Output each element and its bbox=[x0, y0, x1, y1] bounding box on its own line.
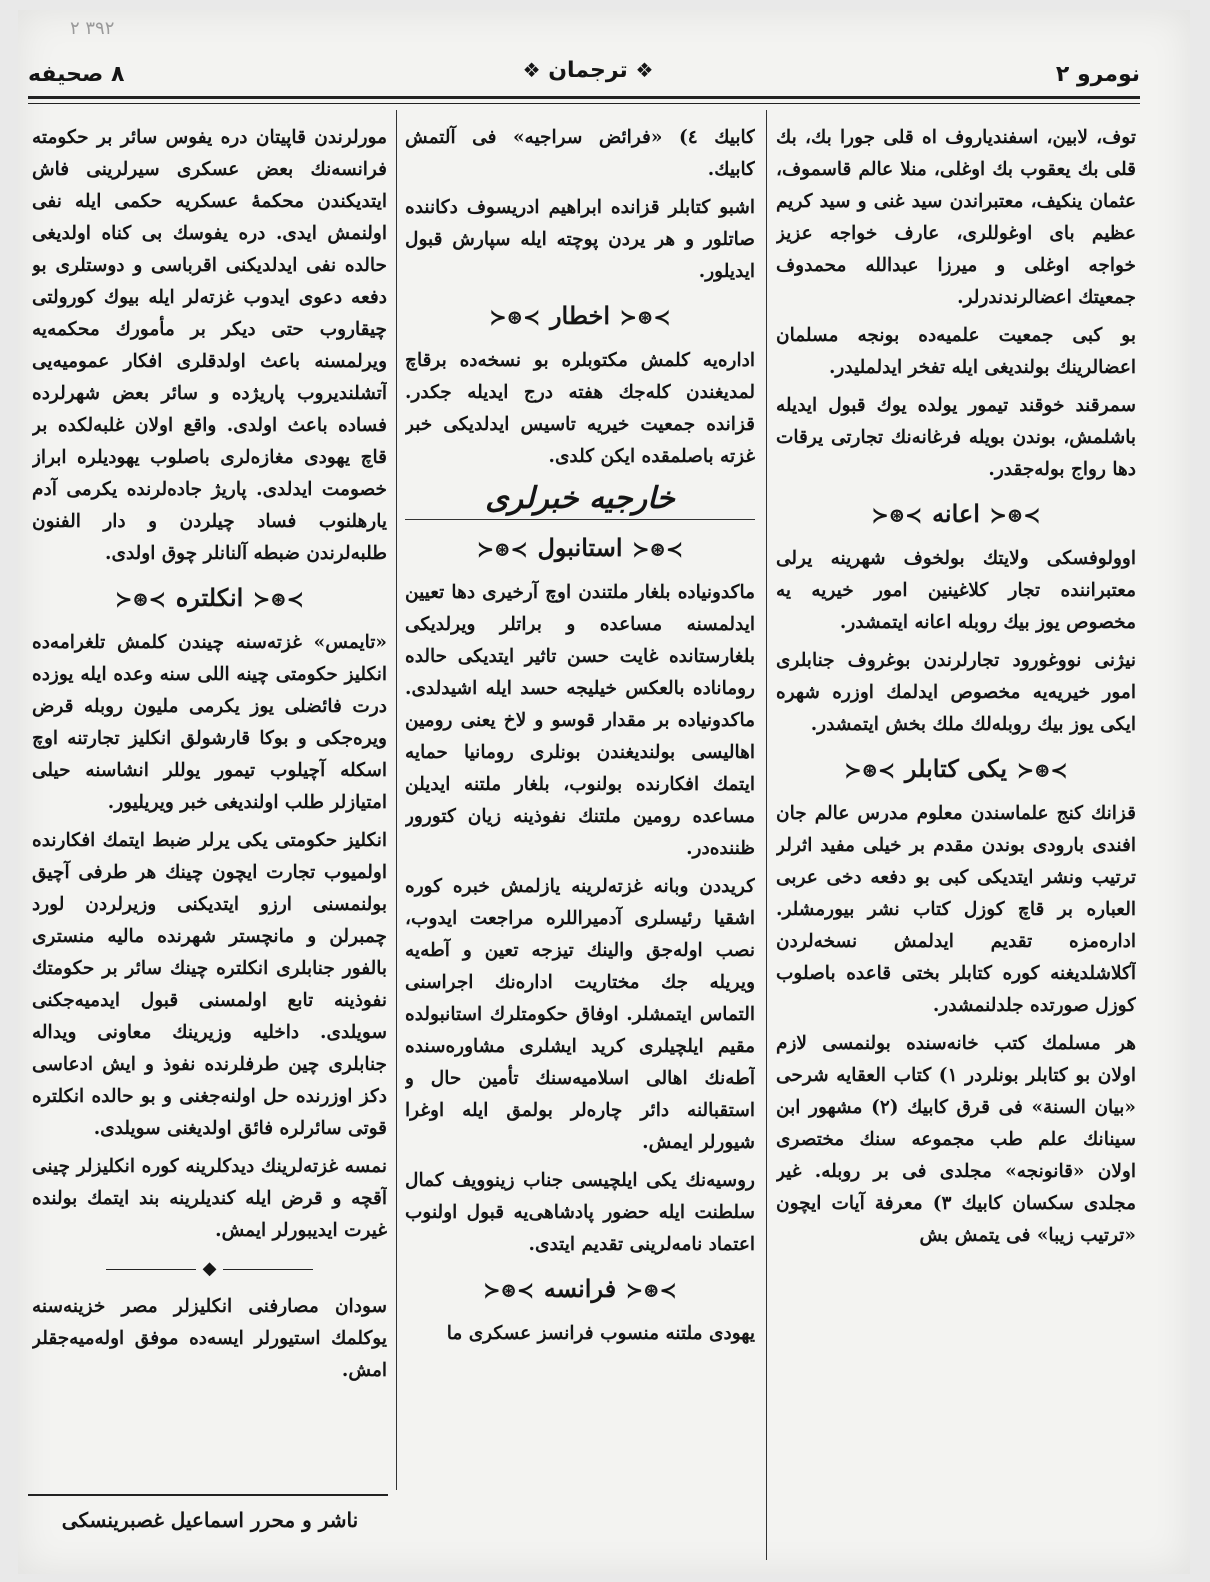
paragraph: نیژنی نووغورود تجارلرندن بوغروف جنابلری امور خیریه‌یه مخصوص ایدلمك اوزره شهره ایکی یوز بیك روبله‌لك ملك بخش ایتمشدر. bbox=[776, 650, 1136, 735]
heading-france: ≻⊛≺فرانسه≻⊛≺ bbox=[483, 1274, 677, 1303]
publisher-line: ناشر و محرر اسماعیل غصبرینسکی bbox=[61, 1508, 359, 1532]
paragraph: نمسه غزته‌لرینك دیدکلرینه کوره انکلیزلر چینی آقچه و قرض ایله کندیلرینه بند ایتمك بولنده غیرت ایدیبورلر ایمش. bbox=[32, 1156, 387, 1241]
paragraph: کریددن وبانه غزته‌لرینه یازلمش خبره کوره اشقیا رئیسلری آدمیراللره مراجعت ایدوب، نصب اوله‌جق والینك تیزجه تعین و آطه‌یه ویریله جك مختاریت اداره‌نك اجراسنی التماس ایتمشلر. اوفاق حکومتلرك استانبولده مقیم ایلچیلری کرید ایشلری مشاوره‌سنده آطه‌نك اهالی اسلامیه‌سنك تأمین حال و استقبالنه دائر چاره‌لر بولمق ایله اوغرا شیورلر ایمش. bbox=[405, 876, 755, 1153]
page-number: ۸ صحیفه bbox=[28, 62, 125, 87]
ornament-icon: ≻⊛≺ bbox=[483, 1278, 534, 1302]
footer-rule bbox=[28, 1494, 388, 1496]
left-column bbox=[32, 122, 387, 1492]
column-divider bbox=[766, 110, 767, 1560]
paragraph: کابیك ٤) «فرائض سراجیه» فی آلتمش کابیك. bbox=[405, 127, 755, 180]
ornament-icon: ≻⊛≺ bbox=[253, 587, 304, 611]
paragraph: یهودی ملتنه منسوب فرانسز عسکری ما bbox=[446, 1323, 755, 1344]
middle-column bbox=[405, 122, 755, 1492]
masthead bbox=[28, 58, 1140, 98]
ornament-icon: ≻⊛≺ bbox=[844, 758, 895, 782]
paragraph: انکلیز حکومتی یکی یرلر ضبط ایتمك افکارنده اولمیوب تجارت ایچون چینك هر طرفی آچیق بولنمسنی ارزو ایتدیکنی وزیرلردن لورد چمبرلن و مانچستر شهرنده مالیه منستری بالفور جنابلری انکلتره چینك سائر بر حکومتك نفوذینه تابع اولمسنی قبول ایدمیه‌جکنی سویلدی. داخلیه وزیرینك معاونی ویداله جنابلری چین طرفلرنده نفوذ و ایش ادعاسی دکز اوزرنده حل اولنه‌جغنی و بو حالده انکلتره قوتی سائرلره فائق اولدیغنی سویلدی. bbox=[32, 830, 387, 1139]
section-divider bbox=[32, 1253, 387, 1285]
ornament-icon: ≻⊛≺ bbox=[1017, 758, 1068, 782]
paragraph: سمرقند خوقند تیمور یولده یوك قبول ایدیله باشلمش، بوندن بویله فرغانه‌نك تجارتی یرقات دها رواج بوله‌جقدر. bbox=[776, 395, 1136, 480]
title-text: ترجمان bbox=[548, 58, 628, 83]
paragraph: ماکدونیاده بلغار ملتندن اوچ آرخیری دها تعیین ایدلمسنه مساعده و براتلر ویرلدیکی بلغارستانده غایت حسن تاثیر ایتدیکی حالده روماناده بالعکس خیلیجه حسد ایله اشیدلدی. ماکدونیاده بر مقدار قوسو و لاخ یعنی رومین اهالیسی بولندیغندن بونلری رومانیا حمایه ایتمك افکارنده بولنوب، بلغار ملتنه ایدیلن مساعده رومین ملتنك نفوذینه زیان کتورور ظننده‌در. bbox=[405, 582, 755, 859]
header-rule-thin bbox=[28, 103, 1140, 104]
heading-new-books: ≻⊛≺یکی کتابلر≻⊛≺ bbox=[844, 754, 1068, 783]
ornament-icon: ≻⊛≺ bbox=[871, 503, 923, 527]
ornament-icon: ≻⊛≺ bbox=[626, 1278, 677, 1302]
heading-england: ≻⊛≺انکلتره≻⊛≺ bbox=[115, 583, 304, 612]
paragraph: توف، لابین، اسفندیاروف اه قلی جورا بك، بك قلی بك یعقوب بك اوغلی، منلا عالم قاسموف، عثمان ینکیف، معتبراندن سید غنی و سید کریم عظیم بای اوغوللری، عارف خواجه عزیز خواجه اوغلی و میرزا عبدالله محمدوف جمعیتك اعضالرندندرلر. bbox=[776, 127, 1136, 308]
corner-mark: ۲ ۳۹۲ bbox=[70, 18, 115, 39]
paragraph: اداره‌یه کلمش مکتوبلره بو نسخه‌ده برقاچ لمدیغندن کله‌جك هفته درج ایدیله جکدر. قزانده جمعیت خیریه تاسیس ایدلدیکی خبر غزته باصلمقده ایکن کلدی. bbox=[405, 350, 755, 467]
issue-number: نومرو ۲ bbox=[1055, 62, 1140, 87]
heading-ianat: ≻⊛≺اعانه≻⊛≺ bbox=[871, 499, 1041, 528]
ornament-icon: ❖ bbox=[522, 58, 541, 82]
ornament-icon: ≻⊛≺ bbox=[989, 503, 1041, 527]
diamond-ornament-icon: ◆ bbox=[202, 1258, 217, 1279]
ornament-icon: ≻⊛≺ bbox=[632, 537, 683, 561]
paragraph: روسیه‌نك یکی ایلچیسی جناب زینوویف کمال سلطنت ایله حضور پادشاهی‌یه قبول اولنوب اعتماد نامه‌لرینی تقدیم ایتدی. bbox=[405, 1170, 755, 1255]
ornament-icon: ≻⊛≺ bbox=[620, 305, 671, 329]
paragraph: بو کبی جمعیت علمیه‌ده بونجه مسلمان اعضالرینك بولندیغی ایله تفخر ایدلملیدر. bbox=[776, 325, 1136, 378]
ornament-icon: ❖ bbox=[635, 58, 654, 82]
ornament-icon: ≻⊛≺ bbox=[115, 587, 166, 611]
paragraph: هر مسلمك کتب خانه‌سنده بولنمسی لازم اولان بو کتابلر بونلردر ۱) کتاب العقایه شرحی «بیان السنة» فی قرق کابیك (۲) مشهور ابن سینانك علم طب مجموعه سنك مختصری اولان «قانونجه» مجلدی فی بر روبله. غیر مجلدی سکسان کابیك ۳) معرفة آیات ایچون «ترتیب زیبا» فی یتمش بش bbox=[776, 1033, 1136, 1246]
heading-istanbul: ≻⊛≺استانبول≻⊛≺ bbox=[477, 533, 683, 562]
ornament-icon: ≻⊛≺ bbox=[489, 305, 540, 329]
paragraph: اوولوفسکی ولایتك بولخوف شهرینه یرلی معتبراننده تجار کلاغینین امور خیریه یه مخصوص یوز بیك روبله اعانه ایتمشدر. bbox=[776, 548, 1136, 633]
paragraph: «تایمس» غزته‌سنه چیندن کلمش تلغرامه‌ده انکلیز حکومتی چینه اللی سنه وعده ایله یوزده درت فائضلی یوز یکرمی ملیون روبله قرض ویره‌جکی و بوکا قارشولق انکلیز تجارتنه اوچ اسکله آچیلوب تیمور یوللر انشاسنه حیلی امتیازلر طلب اولندیغی خبر ویریلیور. bbox=[32, 632, 387, 813]
paragraph: قزانك کنج علماسندن معلوم مدرس عالم جان افندی بارودی بوندن مقدم بر خیلی مفید اثرلر ترتیب ونشر ایتدیکی کبی بو دفعه دخی عربی العباره بر قاچ کوزل کتاب نشر بیورمشلر. اداره‌مزه تقدیم ایدلمش نسخه‌لردن آکلاشلدیغنه کوره کتابلر بختی قاعده باصلوب کوزل صورتده جلدلنمشدر. bbox=[776, 803, 1136, 1016]
heading-notice: ≻⊛≺اخطار≻⊛≺ bbox=[489, 301, 671, 330]
right-column bbox=[776, 122, 1136, 1492]
header-rule bbox=[28, 96, 1140, 99]
foreign-news-title: خارجیه خبرلری bbox=[405, 483, 755, 520]
ornament-icon: ≻⊛≺ bbox=[477, 537, 528, 561]
newspaper-title bbox=[498, 58, 678, 83]
paragraph: سودان مصارفنی انکلیزلر مصر خزینه‌سنه یوکلمك استیورلر ایسه‌ده موفق اوله‌میه‌جقلر امش. bbox=[32, 1296, 387, 1381]
column-divider bbox=[396, 110, 397, 1490]
paragraph: مورلرندن قاپیتان دره یفوس سائر بر حکومته فرانسه‌نك بعض عسکری سیرلرینی فاش ایتدیکندن محکمهٔ عسکریه حکمی ایله نفی اولنمش ایدی. دره یفوسك بی کناه اولدیغی حالده نفی ایدلدیکنی اقرباسی و دوستلری بو دفعه دعوی ایدوب غزته‌لر ایله بیوك کورولتی چیقاروب حتی دیکر بر مأمورك محکمه‌یه ویرلمسنه باعث اولدقلری افکار عمومیه‌یی آتشلندیروب پاریژده و سائر بعض شهرلرده فساده باعث اولدی. واقع اولان غلبه‌لکده بر قاچ یهودی مغازه‌لری باصلوب یهودیلره ابراز خصومت ایدلدی. پاریژ جاده‌لرنده یکرمی آدم یارهلنوب فساد چیلردن و دار الفنون طلبه‌لرندن ضبطه آلنانلر چوق اولدی. bbox=[32, 127, 387, 564]
paragraph: اشبو کتابلر قزانده ابراهیم ادریسوف دکاننده صاتلور و هر یردن پوچته ایله سپارش قبول ایدیلور. bbox=[405, 197, 755, 282]
